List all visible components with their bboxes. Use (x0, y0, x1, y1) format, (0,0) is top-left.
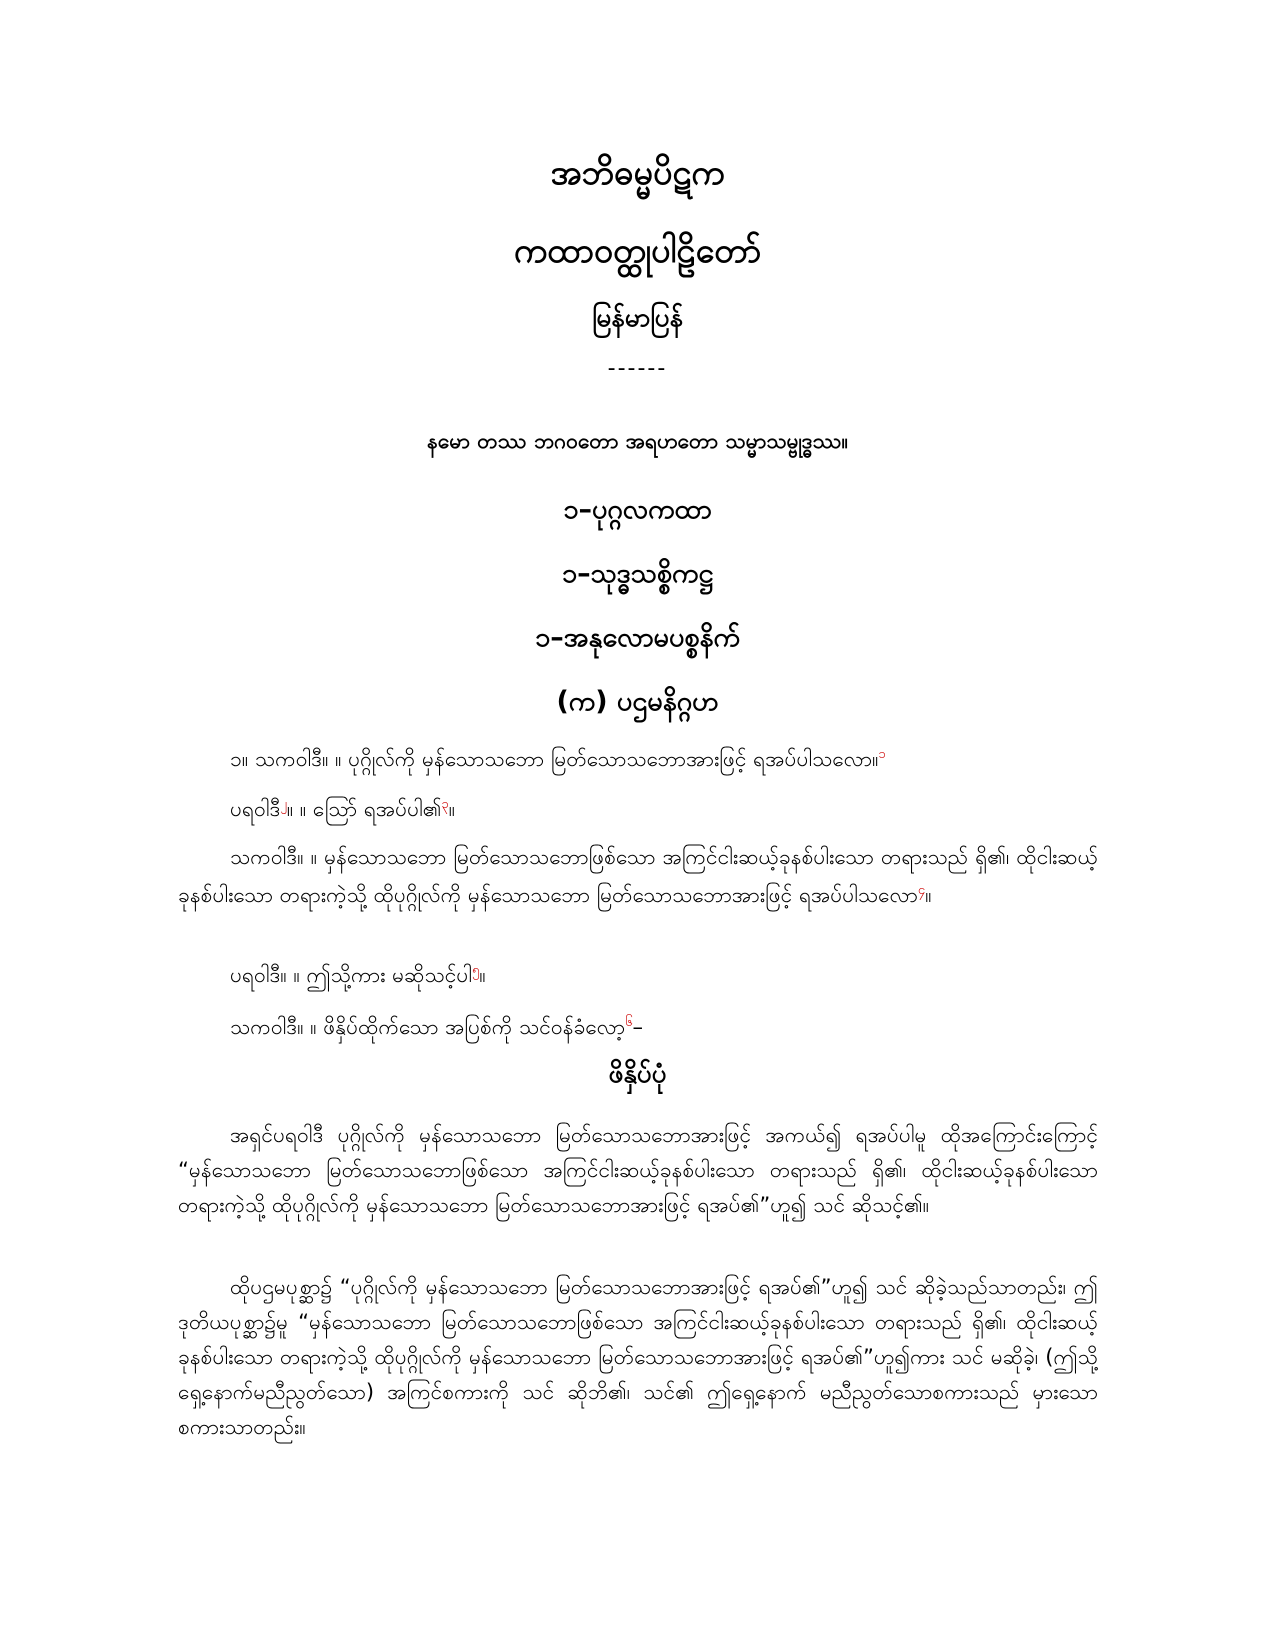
heading-pathama-niggaha: (က) ပဌမနိဂ္ဂဟ (556, 686, 719, 717)
footnote-marker[interactable]: ၁ (878, 747, 886, 762)
language-title: မြန်မာပြန် (592, 303, 683, 333)
heading-suddhasaccika: ၁–သုဒ္ဓသစ္စိကဋ္ဌ (561, 558, 714, 589)
paragraph-text: ၁။ သကဝါဒီ။ ။ ပုဂ္ဂိုလ်ကို မှန်သောသဘော မြတ်သောသဘောအားဖြင့် ရအပ်ပါသလော။ (230, 747, 879, 771)
book-title: ကထာဝတ္ထုပါဠိတော် (513, 231, 762, 271)
body-paragraph-1: အရှင်ပရဝါဒီ ပုဂ္ဂိုလ်ကို မှန်သောသဘော မြတ်သောသဘောအားဖြင့် အကယ်၍ ရအပ်ပါမူ ထိုအကြောင်းကြောင့် “မှန်သောသဘော မြတ်သောသဘောဖြစ်သော အကြင်ငါးဆယ့်ခုနစ်ပါးသော တရားသည် ရှိ၏၊ ထိုငါးဆယ့်ခုနစ်ပါးသော တရားကဲ့သို့ ထိုပုဂ္ဂိုလ်ကို မှန်သောသဘော မြတ်သောသဘောအားဖြင့် ရအပ်၏”ဟူ၍ သင် ဆိုသင့်၏။ (178, 1123, 1098, 1217)
paragraph-text: ။ (448, 797, 456, 821)
paragraph-1 (178, 740, 1098, 778)
footnote-marker[interactable]: ၃ (441, 797, 449, 812)
footnote-marker[interactable]: ၄ (917, 883, 926, 898)
heading-puggala-katha: ၁–ပုဂ္ဂလကထာ (563, 494, 712, 525)
homage-line: နမော တဿ ဘဂဝတော အရဟတော သမ္မာသမ္ဗုဒ္ဓဿ။ (427, 429, 848, 453)
main-title: အဘိဓမ္မပိဋက (550, 153, 725, 193)
paragraph-text: သကဝါဒီ။ ။ ဖိနှိပ်ထိုက်သော အပြစ်ကို သင်ဝန်ခံလော့ (230, 1015, 626, 1039)
paragraph-text: ။ (479, 963, 486, 987)
paragraph-2 (178, 790, 1098, 828)
divider: ------ (607, 356, 668, 381)
paragraph-4 (178, 956, 1098, 994)
footnote-marker[interactable]: ၆ (625, 1015, 633, 1030)
paragraph-text: ။ ။ သြော် ရအပ်ပါ၏ (286, 797, 442, 821)
paragraph-text: – (632, 1015, 643, 1039)
paragraph-text: ။ (925, 883, 932, 907)
body-paragraph-2: ထိုပဌမပုစ္ဆာ၌ “ပုဂ္ဂိုလ်ကို မှန်သောသဘော မြတ်သောသဘောအားဖြင့် ရအပ်၏”ဟူ၍ သင် ဆိုခဲ့သည်သာတည်း၊ ဤဒုတိယပုစ္ဆာ၌မူ “မှန်သောသဘော မြတ်သောသဘောဖြစ်သော အကြင်ငါးဆယ့်ခုနစ်ပါးသော တရားသည် ရှိ၏၊ ထိုငါးဆယ့်ခုနစ်ပါးသော တရားကဲ့သို့ ထိုပုဂ္ဂိုလ်ကို မှန်သောသဘော မြတ်သောသဘောအားဖြင့် ရအပ်၏”ဟူ၍ကား သင် မဆိုခဲ့၊ (ဤသို့ ရှေ့နောက်မညီညွတ်သော) အကြင်စကားကို သင် ဆိုဘိ၏၊ သင်၏ ဤရှေ့နောက် မညီညွတ်သောစကားသည် မှားသောစကားသာတည်း။ (178, 1275, 1098, 1439)
subheading-oppression: ဖိနှိပ်ပုံ (608, 1059, 667, 1089)
footnote-marker[interactable]: ၂ (280, 797, 287, 812)
paragraph-text: ပရဝါဒီ (230, 797, 281, 821)
footnote-marker[interactable]: ၅ (472, 963, 480, 978)
heading-anuloma: ၁–အနုလောမပစ္စနိက် (535, 622, 740, 653)
paragraph-text: ပရဝါဒီ။ ။ ဤသို့ကား မဆိုသင့်ပါ (230, 963, 473, 987)
paragraph-text: သကဝါဒီ။ ။ မှန်သောသဘော မြတ်သောသဘောဖြစ်သော အကြင်ငါးဆယ့်ခုနစ်ပါးသော တရားသည် ရှိ၏၊ ထိုငါးဆယ့်ခုနစ်ပါးသော တရားကဲ့သို့ ထိုပုဂ္ဂိုလ်ကို မှန်သောသဘော မြတ်သောသဘောအားဖြင့် ရအပ်ပါသလော (178, 845, 1098, 907)
paragraph-5 (178, 1008, 1098, 1046)
paragraph-3 (178, 838, 1098, 914)
